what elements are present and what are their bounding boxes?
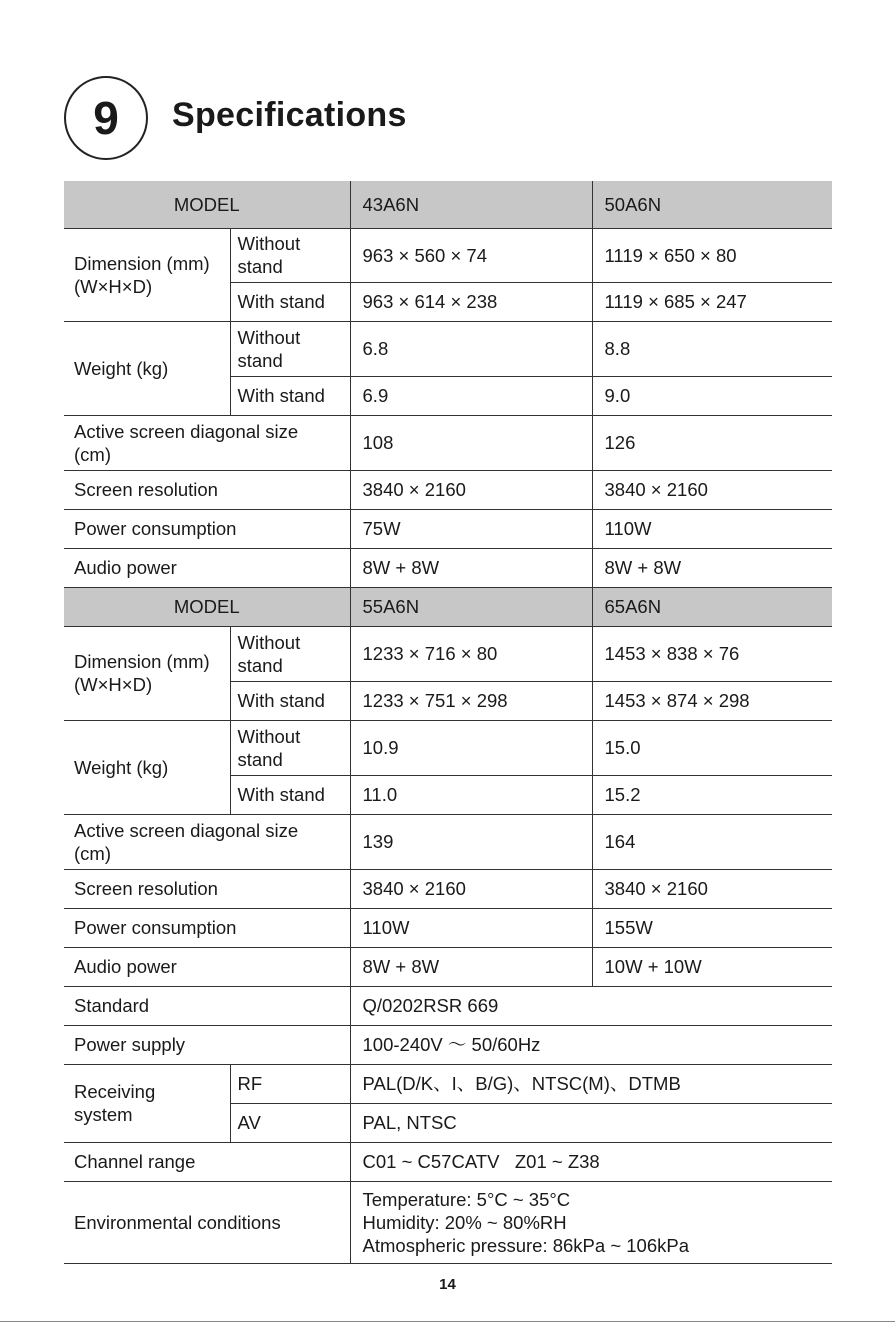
value-cell: 108 <box>350 415 592 470</box>
value-cell: 963 × 560 × 74 <box>350 228 592 282</box>
value-cell: 1119 × 685 × 247 <box>592 282 832 321</box>
table-row <box>64 470 832 509</box>
value-cell: 3840 × 2160 <box>350 869 592 908</box>
power-consumption-label: Power consumption <box>64 509 350 548</box>
weight-label: Weight (kg) <box>64 720 230 814</box>
value-cell: 8.8 <box>592 321 832 376</box>
receiving-system-label: Receiving system <box>64 1064 230 1142</box>
model-name: 55A6N <box>350 587 592 626</box>
value-cell: 11.0 <box>350 775 592 814</box>
with-stand-label: With stand <box>230 775 350 814</box>
value-cell: 1119 × 650 × 80 <box>592 228 832 282</box>
environment-line: Humidity: 20% ~ 80%RH <box>362 1211 567 1233</box>
value-cell: 8W + 8W <box>350 947 592 986</box>
rf-label: RF <box>230 1064 350 1103</box>
power-supply-label: Power supply <box>64 1025 350 1064</box>
value-cell: 139 <box>350 814 592 869</box>
value-cell: PAL(D/K、I、B/G)、NTSC(M)、DTMB <box>350 1064 832 1103</box>
dimension-label: Dimension (mm) (W×H×D) <box>64 228 230 321</box>
value-cell: 6.8 <box>350 321 592 376</box>
value-cell: 1453 × 838 × 76 <box>592 626 832 681</box>
value-cell: PAL, NTSC <box>350 1103 832 1142</box>
without-stand-label: Without stand <box>230 626 350 681</box>
value-cell: 9.0 <box>592 376 832 415</box>
value-cell: 10W + 10W <box>592 947 832 986</box>
value-cell: 1233 × 716 × 80 <box>350 626 592 681</box>
value-cell: 6.9 <box>350 376 592 415</box>
value-cell: 3840 × 2160 <box>592 869 832 908</box>
value-cell: 110W <box>350 908 592 947</box>
value-cell: 8W + 8W <box>350 548 592 587</box>
value-cell: 110W <box>592 509 832 548</box>
without-stand-label: Without stand <box>230 321 350 376</box>
av-label: AV <box>230 1103 350 1142</box>
dimension-label: Dimension (mm) (W×H×D) <box>64 626 230 720</box>
value-cell: 8W + 8W <box>592 548 832 587</box>
environmental-label: Environmental conditions <box>64 1181 350 1263</box>
page-bottom-rule <box>0 1321 895 1322</box>
table-row <box>64 720 832 775</box>
value-cell: 164 <box>592 814 832 869</box>
table-row <box>64 986 832 1025</box>
value-cell <box>350 1181 832 1263</box>
page-number: 14 <box>439 1276 456 1293</box>
table-row <box>64 228 832 282</box>
model-header-row <box>64 587 832 626</box>
table-row <box>64 1142 832 1181</box>
diagonal-label: Active screen diagonal size (cm) <box>64 415 350 470</box>
model-name: 65A6N <box>592 587 832 626</box>
page-title: Specifications <box>172 96 407 134</box>
value-cell: 15.0 <box>592 720 832 775</box>
value-cell: C01 ~ C57CATV Z01 ~ Z38 <box>350 1142 832 1181</box>
without-stand-label: Without stand <box>230 228 350 282</box>
value-cell: 15.2 <box>592 775 832 814</box>
value-cell: 10.9 <box>350 720 592 775</box>
value-cell: 75W <box>350 509 592 548</box>
value-cell: 126 <box>592 415 832 470</box>
model-label: MODEL <box>64 181 350 228</box>
value-cell: Q/0202RSR 669 <box>350 986 832 1025</box>
resolution-label: Screen resolution <box>64 869 350 908</box>
table-row <box>64 321 832 376</box>
environment-line: Atmospheric pressure: 86kPa ~ 106kPa <box>362 1234 690 1256</box>
table-row <box>64 814 832 869</box>
section-number-badge: 9 <box>64 76 148 160</box>
without-stand-label: Without stand <box>230 720 350 775</box>
value-cell: 3840 × 2160 <box>350 470 592 509</box>
table-row <box>64 869 832 908</box>
model-name: 50A6N <box>592 181 832 228</box>
table-row <box>64 415 832 470</box>
with-stand-label: With stand <box>230 376 350 415</box>
value-cell: 1453 × 874 × 298 <box>592 681 832 720</box>
table-row <box>64 548 832 587</box>
audio-power-label: Audio power <box>64 947 350 986</box>
table-row <box>64 1181 832 1263</box>
value-cell: 1233 × 751 × 298 <box>350 681 592 720</box>
with-stand-label: With stand <box>230 282 350 321</box>
table-row <box>64 908 832 947</box>
model-header-row <box>64 181 832 228</box>
table-row <box>64 1025 832 1064</box>
table-row <box>64 509 832 548</box>
value-cell: 100-240V ～ 50/60Hz <box>350 1025 832 1064</box>
weight-label: Weight (kg) <box>64 321 230 415</box>
model-label: MODEL <box>64 587 350 626</box>
diagonal-label: Active screen diagonal size (cm) <box>64 814 350 869</box>
model-name: 43A6N <box>350 181 592 228</box>
value-cell: 3840 × 2160 <box>592 470 832 509</box>
table-row <box>64 1064 832 1103</box>
power-consumption-label: Power consumption <box>64 908 350 947</box>
specifications-table <box>64 181 832 1264</box>
value-cell: 963 × 614 × 238 <box>350 282 592 321</box>
standard-label: Standard <box>64 986 350 1025</box>
audio-power-label: Audio power <box>64 548 350 587</box>
resolution-label: Screen resolution <box>64 470 350 509</box>
environment-line: Temperature: 5°C ~ 35°C <box>362 1188 571 1210</box>
channel-range-label: Channel range <box>64 1142 350 1181</box>
with-stand-label: With stand <box>230 681 350 720</box>
value-cell: 155W <box>592 908 832 947</box>
table-row <box>64 626 832 681</box>
table-row <box>64 947 832 986</box>
